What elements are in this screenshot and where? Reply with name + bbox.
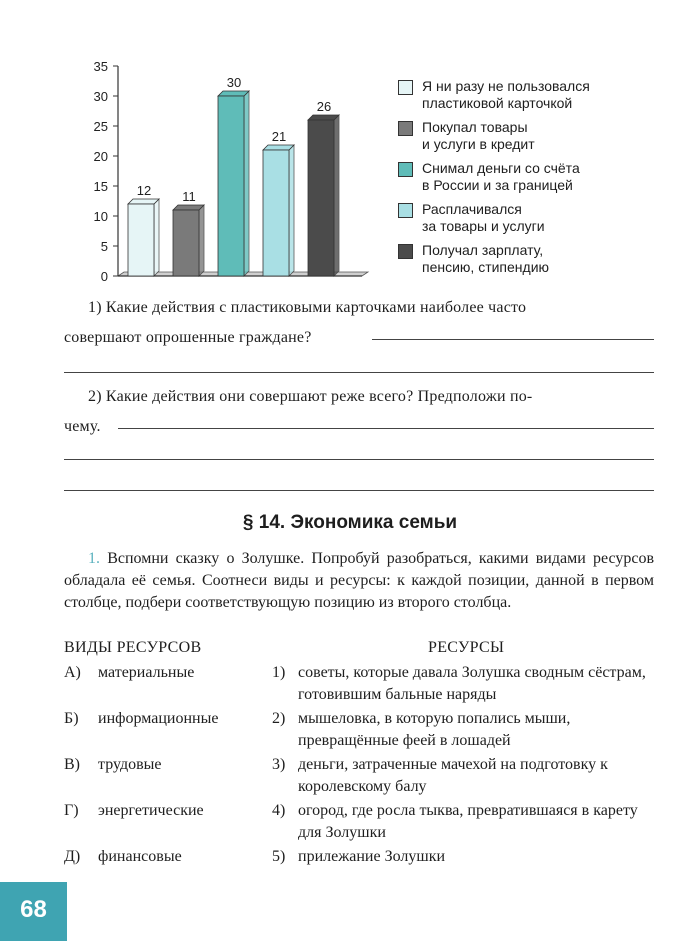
task-number: 1.: [88, 550, 100, 567]
legend-item: [398, 242, 698, 276]
bar-chart: [60, 50, 380, 290]
answer-line[interactable]: [64, 490, 654, 491]
chart-legend: [398, 78, 698, 283]
bar-side: [154, 199, 159, 276]
y-tick-label: 10: [93, 209, 108, 224]
legend-label: Расплачивался за товары и услуги: [422, 201, 545, 234]
legend-swatch: [398, 203, 413, 218]
bar-top: [263, 145, 294, 150]
resource-type-item: Б) информационные: [64, 710, 219, 727]
resource-type-item: Г) энергетические: [64, 802, 204, 819]
bar: [173, 210, 199, 276]
bar-chart-svg: [60, 50, 380, 290]
resource-item: 3) деньги, затраченные мачехой на подготовку к королевскому балу: [272, 756, 608, 795]
legend-swatch: [398, 162, 413, 177]
bar-side: [244, 91, 249, 276]
task-text: [64, 548, 654, 614]
bar-side: [334, 115, 339, 276]
legend-item: [398, 119, 698, 153]
bar-value-label: 30: [226, 75, 242, 90]
resource-type-item: Д) финансовые: [64, 848, 182, 865]
bar: [128, 204, 154, 276]
y-tick-label: 20: [93, 149, 108, 164]
resources-header: РЕСУРСЫ: [428, 639, 505, 656]
question-1: [64, 293, 654, 353]
answer-line[interactable]: [372, 339, 654, 340]
bar: [218, 96, 244, 276]
resource-item: 4) огород, где росла тыква, превратившаяся в карету для Золушки: [272, 802, 638, 841]
y-tick-label: 25: [93, 119, 108, 134]
answer-line[interactable]: [64, 459, 654, 460]
legend-label: Я ни разу не пользовался пластиковой карточкой: [422, 78, 590, 111]
resource-type-item: В) трудовые: [64, 756, 162, 773]
y-tick-label: 0: [100, 269, 108, 284]
bar-side: [199, 205, 204, 276]
resource-type-item: А) материальные: [64, 664, 195, 681]
y-tick-label: 5: [100, 239, 108, 254]
y-tick-label: 15: [93, 179, 108, 194]
bar: [263, 150, 289, 276]
bar-top: [128, 199, 159, 204]
legend-label: Снимал деньги со счёта в России и за границей: [422, 160, 580, 193]
legend-item: [398, 160, 698, 194]
legend-swatch: [398, 121, 413, 136]
bar: [308, 120, 334, 276]
question-1-line-2: совершают опрошенные граждане?: [64, 329, 312, 346]
bar-value-label: 12: [136, 183, 152, 198]
bar-side: [289, 145, 294, 276]
page-number-badge: [0, 882, 67, 941]
question-2: [64, 382, 654, 442]
bar-value-label: 21: [271, 129, 287, 144]
bar-value-label: 26: [316, 99, 332, 114]
question-2-line-1: 2) Какие действия они совершают реже всего? Предположи по-: [88, 388, 533, 405]
question-2-line-2: чему.: [64, 418, 101, 435]
legend-item: [398, 78, 698, 112]
page-number: 68: [20, 896, 47, 923]
legend-label: Покупал товары и услуги в кредит: [422, 119, 535, 152]
task-body: Вспомни сказку о Золушке. Попробуй разобраться, какими видами ресурсов обладала её семья. Соотнеси виды и ресурсы: к каждой позиции, данной в первом столбце, подбери соответствующую позицию из второго столбца.: [64, 550, 654, 611]
y-tick-label: 30: [93, 89, 108, 104]
bar-top: [218, 91, 249, 96]
resource-item: 2) мышеловка, в которую попались мыши, превращённые феей в лошадей: [272, 710, 571, 749]
section-title: § 14. Экономика семьи: [242, 512, 458, 533]
legend-swatch: [398, 80, 413, 95]
question-1-line-1: 1) Какие действия с пластиковыми карточками наиболее часто: [88, 299, 527, 316]
types-header: ВИДЫ РЕСУРСОВ: [64, 639, 202, 656]
bar-top: [173, 205, 204, 210]
legend-swatch: [398, 244, 413, 259]
resource-item: 5) прилежание Золушки: [272, 848, 446, 865]
resource-item: 1) советы, которые давала Золушка сводным сёстрам, готовившим бальные наряды: [272, 664, 646, 703]
legend-item: [398, 201, 698, 235]
bar-top: [308, 115, 339, 120]
answer-line[interactable]: [64, 372, 654, 373]
bar-value-label: 11: [182, 189, 196, 204]
legend-label: Получал зарплату, пенсию, стипендию: [422, 242, 550, 275]
answer-line[interactable]: [118, 428, 654, 429]
y-tick-label: 35: [93, 59, 108, 74]
